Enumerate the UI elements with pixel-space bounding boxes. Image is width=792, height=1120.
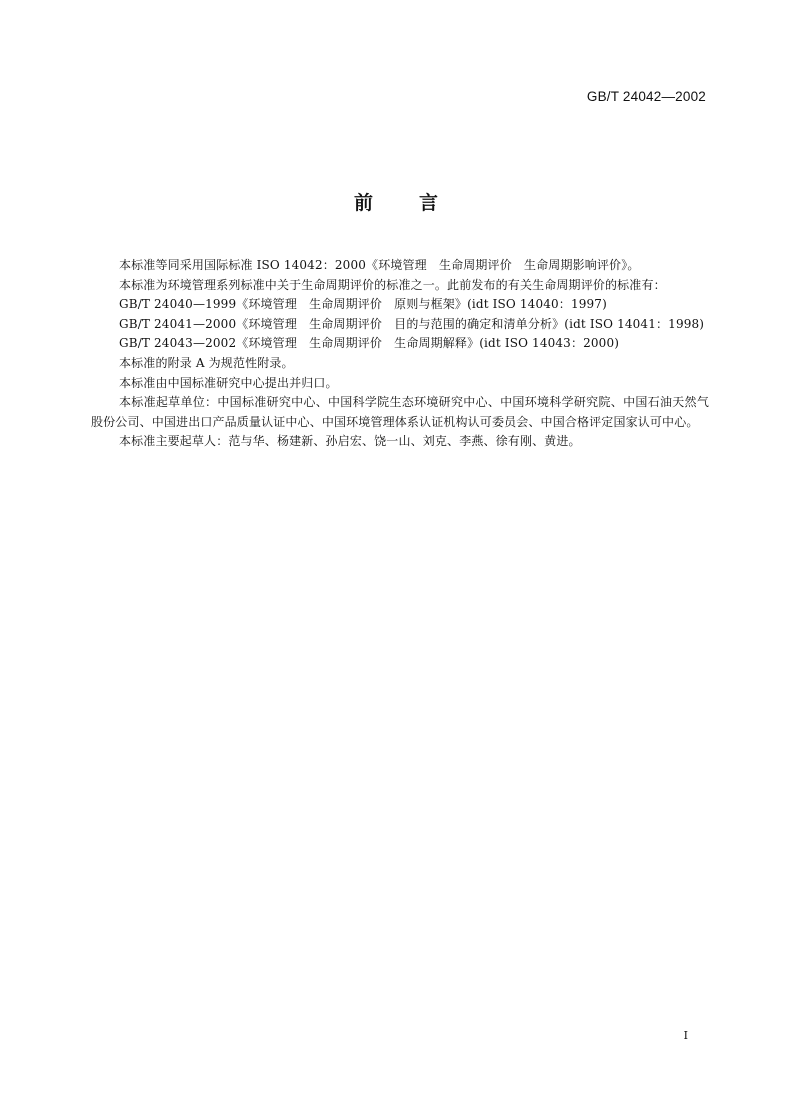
paragraph-drafters: 本标准主要起草人：范与华、杨建新、孙启宏、饶一山、刘克、李燕、徐有刚、黄进。 (119, 434, 581, 449)
page-title (0, 188, 792, 215)
paragraph-adoption: 本标准等同采用国际标准 ISO 14042：2000《环境管理 生命周期评价 生命周期影响评价》。 (119, 258, 640, 272)
paragraph-related-standard-3: GB/T 24043—2002《环境管理 生命周期评价 生命周期解释》(idt ISO 14043：2000) (119, 336, 620, 351)
page-number: I (683, 1029, 688, 1042)
paragraph-series: 本标准为环境管理系列标准中关于生命周期评价的标准之一。此前发布的有关生命周期评价的标准有： (119, 277, 666, 292)
title-char-2: 言 (419, 192, 439, 214)
paragraph-drafting-units: 本标准起草单位：中国标准研究中心、中国科学院生态环境研究中心、中国环境科学研究院、中国石油天然气股份公司、中国进出口产品质量认证中心、中国环境管理体系认证机构认可委员会、中国合格评定国家认可中心。 (91, 395, 709, 429)
paragraph-annex: 本标准的附录 A 为规范性附录。 (119, 355, 294, 370)
title-char-1: 前 (353, 192, 373, 214)
standard-number-header: GB/T 24042—2002 (586, 89, 706, 104)
paragraph-related-standard-2: GB/T 24041—2000《环境管理 生命周期评价 目的与范围的确定和清单分析》(idt ISO 14041：1998) (119, 316, 705, 331)
paragraph-related-standard-1: GB/T 24040—1999《环境管理 生命周期评价 原则与框架》(idt ISO 14040：1997) (119, 297, 607, 312)
paragraph-proposer: 本标准由中国标准研究中心提出并归口。 (119, 375, 338, 390)
foreword-body (91, 256, 709, 452)
